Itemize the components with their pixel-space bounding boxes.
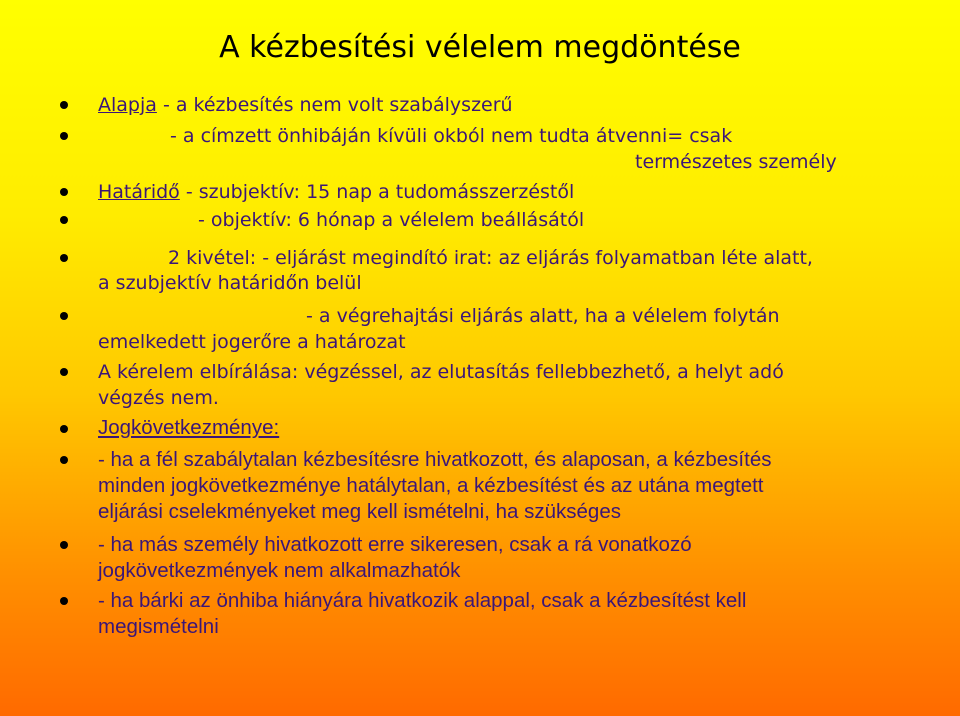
bullet-icon: [60, 132, 68, 140]
item-text: - a kézbesítés nem volt szabályszerű: [156, 94, 513, 116]
bullet-icon: [60, 368, 68, 376]
item-text: - objektív: 6 hónap a vélelem beállásától: [198, 209, 585, 231]
item-text: természetes személy: [635, 151, 837, 173]
item-label: Jogkövetkezménye:: [98, 416, 280, 439]
bullet-icon: [60, 541, 68, 549]
item-text: eljárási cselekményeket meg kell ismételni, ha szükséges: [98, 500, 621, 523]
item-label: Határidő: [98, 181, 180, 203]
list-item: [98, 533, 692, 557]
list-item: [98, 386, 219, 410]
list-item: [198, 208, 584, 232]
list-item: [98, 93, 513, 117]
item-text: - ha a fél szabálytalan kézbesítésre hivatkozott, és alaposan, a kézbesítés: [98, 448, 772, 471]
slide-title: A kézbesítési vélelem megdöntése: [219, 30, 741, 65]
item-text: 2 kivétel: - eljárást megindító irat: az eljárás folyamatban léte alatt,: [168, 247, 813, 269]
bullet-icon: [60, 101, 68, 109]
item-text: minden jogkövetkezménye hatálytalan, a kézbesítést és az utána megtett: [98, 474, 764, 497]
item-text: végzés nem.: [98, 387, 219, 409]
item-text: - szubjektív: 15 nap a tudomásszerzéstől: [179, 181, 575, 203]
list-item: [98, 448, 771, 472]
bullet-icon: [60, 597, 68, 605]
bullet-icon: [60, 188, 68, 196]
item-text: jogkövetkezmények nem alkalmazhatók: [98, 559, 461, 582]
list-item: [306, 304, 780, 328]
item-text: A kérelem elbírálása: végzéssel, az elutasítás fellebbezhető, a helyt adó: [98, 361, 784, 383]
item-text: megismételni: [98, 615, 219, 638]
list-item: [98, 271, 362, 295]
item-text: - a címzett önhibáján kívüli okból nem tudta átvenni= csak: [170, 125, 733, 147]
list-item: [635, 150, 837, 174]
list-item: [98, 360, 784, 384]
item-text: - a végrehajtási eljárás alatt, ha a vélelem folytán: [306, 305, 780, 327]
item-text: - ha más személy hivatkozott erre sikeresen, csak a rá vonatkozó: [98, 533, 692, 556]
bullet-icon: [60, 216, 68, 224]
list-item: [98, 589, 746, 613]
list-item: [168, 246, 813, 270]
item-text: emelkedett jogerőre a határozat: [98, 331, 406, 353]
bullet-icon: [60, 425, 68, 433]
item-label: Alapja: [98, 94, 157, 116]
bullet-icon: [60, 312, 68, 320]
list-item: [98, 500, 621, 524]
bullet-icon: [60, 456, 68, 464]
item-text: - ha bárki az önhiba hiányára hivatkozik alappal, csak a kézbesítést kell: [98, 589, 747, 612]
list-item: [98, 330, 406, 354]
list-item: [170, 124, 732, 148]
list-item: [98, 180, 574, 204]
list-item: [98, 559, 460, 583]
list-item: [98, 416, 279, 440]
bullet-icon: [60, 254, 68, 262]
list-item: [98, 615, 219, 639]
item-text: a szubjektív határidőn belül: [98, 272, 362, 294]
list-item: [98, 474, 764, 498]
